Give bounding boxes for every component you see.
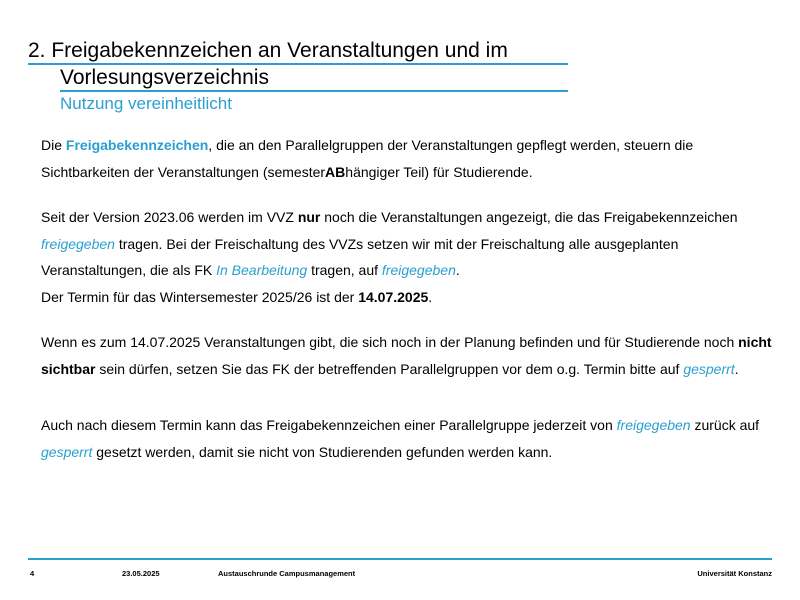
p2-status-freigegeben-1: freigegeben: [41, 235, 115, 252]
p2-text-e: tragen. Bei der Freischaltung des VVZs setzen wir mit der Freischaltung alle ausgeplanten Veranstaltungen, die als FK: [41, 235, 679, 278]
p2-bold-date: 14.07.2025: [358, 288, 429, 305]
p1-highlight-freigabekennzeichen: Freigabekennzeichen: [65, 137, 209, 153]
paragraph-4: [41, 412, 781, 465]
slide-content: [41, 132, 781, 465]
p2-text-l: .: [428, 288, 433, 305]
p1-text-c: , die an den Parallelgruppen der Veranstaltungen gepflegt werden, steuern die Sichtbarkeiten der Veranstaltungen (semester: [41, 137, 694, 180]
slide-title-line-1: 2. Freigabekennzeichen an Veranstaltungen und im: [28, 38, 568, 65]
p3-text-c: sein dürfen, setzen Sie das FK der betreffenden Parallelgruppen vor dem o.g. Termin bitte auf: [95, 360, 684, 377]
footer-page-number: 4: [30, 569, 35, 578]
p2-text-c: noch die Veranstaltungen angezeigt, die das Freigabekennzeichen: [320, 209, 738, 225]
p4-status-freigegeben: freigegeben: [616, 417, 691, 433]
p3-text-e: .: [734, 360, 739, 377]
p2-text-a: Seit der Version 2023.06 werden im VVZ: [41, 209, 298, 225]
p4-text-e: gesetzt werden, damit sie nicht von Studierenden gefunden werden kann.: [92, 443, 553, 460]
slide-title-block: [28, 38, 588, 114]
slide-subtitle: Nutzung vereinheitlicht: [60, 94, 232, 113]
p2-bold-nur: nur: [297, 209, 321, 225]
paragraph-1: [41, 132, 781, 185]
p3-bold-nicht-sichtbar: nicht sichtbar: [41, 334, 772, 377]
p1-text-e: hängiger Teil) für Studierende.: [345, 163, 533, 180]
footer-event: Austauschrunde Campusmanagement: [218, 569, 356, 578]
p2-text-j: Der Termin für das Wintersemester 2025/26 ist der: [41, 288, 359, 305]
p2-text-i: .: [455, 262, 460, 278]
p4-text-c: zurück auf: [690, 417, 760, 433]
p2-status-in-bearbeitung: In Bearbeitung: [216, 262, 308, 278]
p2-status-freigegeben-2: freigegeben: [381, 262, 456, 278]
footer-organization: Universität Konstanz: [697, 569, 772, 578]
paragraph-3: [41, 329, 781, 382]
footer-date: 23.05.2025: [122, 569, 160, 578]
p3-text-a: Wenn es zum 14.07.2025 Veranstaltungen gibt, die sich noch in der Planung befinden und für Studierende noch: [41, 334, 739, 350]
p4-text-a: Auch nach diesem Termin kann das Freigabekennzeichen einer Parallelgruppe jederzeit von: [41, 417, 617, 433]
p1-text-a: Die: [41, 137, 66, 153]
footer-divider: [28, 558, 772, 560]
p2-text-g: tragen, auf: [307, 262, 382, 278]
slide-title-line-2: Vorlesungsverzeichnis: [60, 65, 568, 92]
paragraph-2: [41, 204, 781, 310]
p3-status-gesperrt: gesperrt: [683, 360, 735, 377]
p1-bold-ab: AB: [325, 163, 346, 180]
p4-status-gesperrt: gesperrt: [41, 443, 93, 460]
